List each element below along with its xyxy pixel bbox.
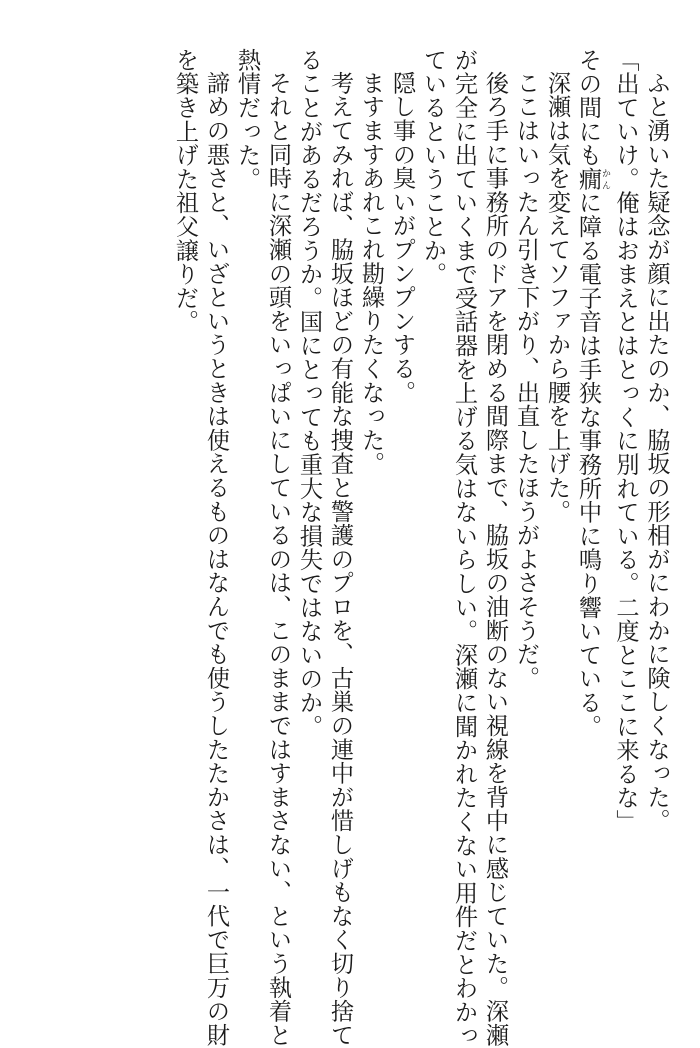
text-line-4: 深瀬は気を変えてソファから腰を上げた。 (543, 71, 571, 524)
text-line-3 (573, 48, 611, 978)
text-line-3-after: に障る電子音は手狭な事務所中に鳴り響いている。 (574, 190, 602, 739)
text-line-11: 考えてみれば、脇坂ほどの有能な捜査と警護のプロを、古巣の連中が惜しげもなく切り捨て (326, 71, 354, 1047)
text-line-9: 隠し事の臭いがプンプンする。 (388, 71, 416, 405)
ruby-base: 癇 (574, 167, 602, 191)
text-line-14: 熱情だった。 (233, 48, 261, 191)
text-line-15: 諦めの悪さと、いざというときは使えるものはなんでも使うしたたかさは、一代で巨万の財 (202, 71, 230, 1047)
text-line-2: 「出ていけ。俺はおまえとはとっくに別れている。二度とここに来るな」 (612, 48, 639, 834)
ruby-reading: かん (600, 167, 610, 191)
text-line-6: 後ろ手に事務所のドアを閉める間際まで、脇坂の油断のない視線を背中に感じていた。深瀬 (481, 71, 509, 1047)
text-line-16: を築き上げた祖父譲りだ。 (171, 48, 199, 334)
text-line-3-before: その間にも (574, 48, 602, 167)
text-line-8: ているということか。 (419, 48, 447, 286)
text-line-10: ますますあれこれ勘繰りたくなった。 (357, 71, 385, 476)
vertical-text-body (170, 48, 673, 1048)
text-line-12: ることがあるだろうか。国にとっても重大な損失ではないのか。 (295, 48, 323, 739)
text-line-5: ここはいったん引き下がり、出直したほうがよさそうだ。 (512, 71, 540, 690)
text-line-13: それと同時に深瀬の頭をいっぱいにしているのは、このままではすまさない、という執着と (264, 71, 292, 1047)
text-line-1: ふと湧いた疑念が顔に出たのか、脇坂の形相がにわかに険しくなった。 (643, 71, 670, 833)
text-line-7: が完全に出ていくまで受話器を上げる気はないらしい。深瀬に聞かれたくない用件だとわかっ (450, 48, 478, 1048)
ruby-kan (574, 167, 610, 191)
